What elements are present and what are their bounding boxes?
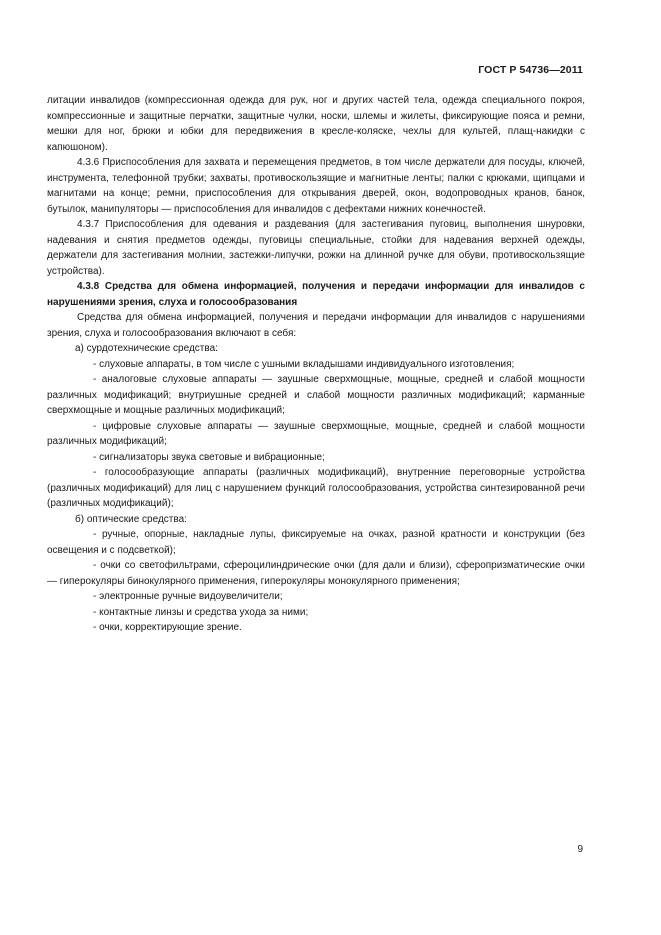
paragraph-4-3-7: 4.3.7 Приспособления для одевания и раздевания (для застегивания пуговиц, выполнения шнуровки, надевания и снятия предметов одежды, пуговицы специальные, стойки для надевания верхней одежды, держатели для застегивания молнии, застежки-липучки, рожки на длинной ручке для обуви, противоскользящие устройства). xyxy=(47,219,585,277)
paragraph-intro: Средства для обмена информацией, получения и передачи информации для инвалидов с нарушениями зрения, слуха и голосообразования включают в себя: xyxy=(47,312,585,339)
page-body xyxy=(47,93,585,636)
list-item-b: б) оптические средства: xyxy=(75,513,187,525)
dash-item: - аналоговые слуховые аппараты — заушные сверхмощные, мощные, средней и слабой мощности различных модификаций; внутриушные средней и слабой мощности различных модификаций; карманные сверхмощные и мощные различных модификаций; xyxy=(47,374,585,416)
dash-item: - цифровые слуховые аппараты — заушные сверхмощные, мощные, средней и слабой мощности различных модификаций; xyxy=(47,420,585,447)
dash-item: - сигнализаторы звука световые и вибрационные; xyxy=(93,451,325,463)
dash-item: - очки, корректирующие зрение. xyxy=(93,622,242,633)
dash-item: - ручные, опорные, накладные лупы, фиксируемые на очках, разной кратности и конструкции (без освещения и с подсветкой); xyxy=(47,529,585,556)
dash-item: - контактные линзы и средства ухода за ними; xyxy=(93,606,309,618)
dash-item: - голосообразующие аппараты (различных модификаций), внутренние переговорные устройства (различных модификаций) для лиц с нарушением функций голосообразования, устройства синтезированной речи (различных модификаций); xyxy=(47,467,585,509)
standard-number: ГОСТ Р 54736—2011 xyxy=(478,64,583,76)
section-heading-4-3-8: 4.3.8 Средства для обмена информацией, получения и передачи информации для инвалидов с нарушениями зрения, слуха и голосообразования xyxy=(47,281,585,308)
paragraph-continuation: литации инвалидов (компрессионная одежда для рук, ног и других частей тела, одежда специального покроя, компрессионные и защитные перчатки, защитные чулки, носки, шлемы и жилеты, фиксирующие пояса и ремни, мешки для ног, брюки и юбки для передвижения в кресле-коляске, чехлы для культей, плащ-накидки с капюшоном). xyxy=(47,95,585,153)
list-item-a: а) сурдотехнические средства: xyxy=(75,343,218,354)
dash-item: - очки со светофильтрами, сфероцилиндрические очки (для дали и близи), сферопризматические очки — гиперокуляры бинокулярного применения, гиперокуляры монокулярного применения; xyxy=(47,560,585,587)
dash-item: - электронные ручные видоувеличители; xyxy=(93,591,283,602)
page-number: 9 xyxy=(577,844,583,855)
paragraph-4-3-6: 4.3.6 Приспособления для захвата и перемещения предметов, в том числе держатели для посуды, ключей, инструмента, телефонной трубки; захваты, противоскользящие и магнитные ленты; палки с крюками, щипцами и магнитами на конце; ремни, приспособления для открывания дверей, окон, водопроводных кранов, банок, бутылок, манипуляторы — приспособления для инвалидов с дефектами нижних конечностей. xyxy=(47,157,585,215)
dash-item: - слуховые аппараты, в том числе с ушными вкладышами индивидуального изготовления; xyxy=(93,358,515,370)
